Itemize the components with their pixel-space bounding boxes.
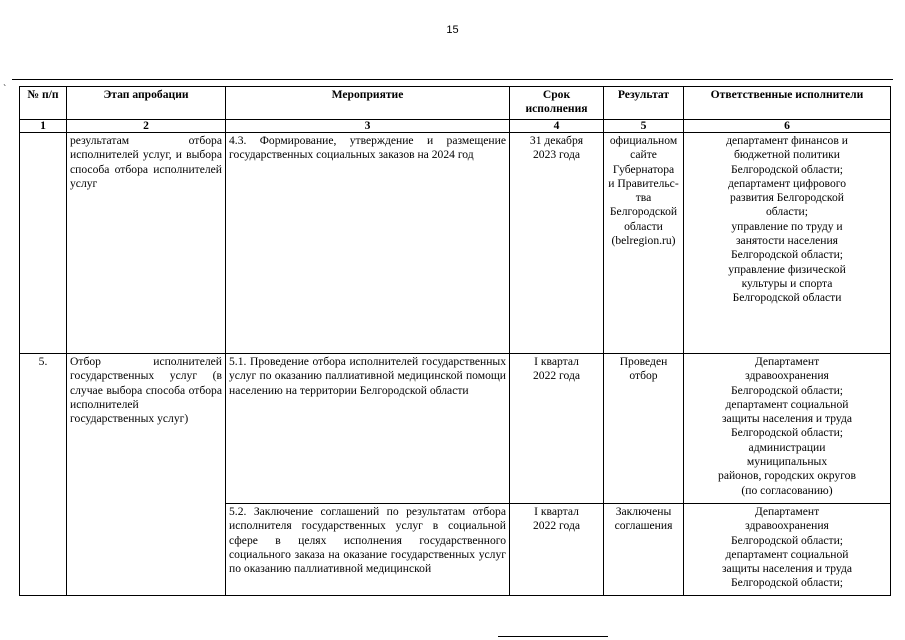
activity-table bbox=[19, 86, 891, 596]
responsible-cell bbox=[684, 504, 891, 596]
stage-cell: результатам отбора исполнителей услуг, и выбора способа отбора исполнителей услуг bbox=[67, 133, 226, 354]
bottom-rule bbox=[498, 636, 608, 637]
column-number: 4 bbox=[510, 120, 604, 133]
result-cell: официальном сайте Губернатора и Правительс- тва Белгородской области (belregion.ru) bbox=[604, 133, 684, 354]
header-result: Результат bbox=[604, 87, 684, 120]
header-number: № п/п bbox=[20, 87, 67, 120]
header-activity: Мероприятие bbox=[226, 87, 510, 120]
top-rule bbox=[12, 79, 893, 80]
column-number: 5 bbox=[604, 120, 684, 133]
row-number bbox=[20, 133, 67, 354]
header-row bbox=[20, 87, 891, 120]
activity-cell bbox=[226, 504, 510, 596]
responsible-text: Департамент здравоохранения Белгородской области; департамент социальной защиты населения и труда Белгородской области; bbox=[721, 505, 853, 590]
column-number: 6 bbox=[684, 120, 891, 133]
table-row bbox=[20, 133, 891, 354]
page-number: 15 bbox=[446, 24, 459, 36]
result-cell: Проведен отбор bbox=[604, 354, 684, 504]
result-cell: Заключены соглашения bbox=[604, 504, 684, 596]
responsible-cell: Департамент здравоохранения Белгородской области; департамент социальной защиты населения и труда Белгородской области; администрации муниципальных районов, городских округов (по согласованию) bbox=[684, 354, 891, 504]
responsible-cell: департамент финансов и бюджетной политики Белгородской области; департамент цифрового развития Белгородской области; управление по труду и занятости населения Белгородской области; управление физической культуры и спорта Белгородской области bbox=[684, 133, 891, 354]
column-number: 1 bbox=[20, 120, 67, 133]
column-number: 3 bbox=[226, 120, 510, 133]
deadline-cell: I квартал 2022 года bbox=[510, 354, 604, 504]
activity-cell: 5.1. Проведение отбора исполнителей государственных услуг по оказанию паллиативной медицинской помощи населению на территории Белгородской области bbox=[226, 354, 510, 504]
activity-text: 5.2. Заключение соглашений по результатам отбора исполнителя государственных услуг в социальной сфере в целях исполнения государственного социального заказа на оказание государственных услуг по оказанию паллиативной медицинской bbox=[229, 505, 506, 576]
margin-mark: ` bbox=[3, 84, 7, 95]
table-row bbox=[20, 354, 891, 504]
deadline-cell: 31 декабря 2023 года bbox=[510, 133, 604, 354]
stage-cell: Отбор исполнителей государственных услуг (в случае выбора способа отбора исполнителей государственных услуг) bbox=[67, 354, 226, 596]
header-deadline: Срок исполнения bbox=[510, 87, 604, 120]
activity-cell: 4.3. Формирование, утверждение и размещение государственных социальных заказов на 2024 год bbox=[226, 133, 510, 354]
column-number-row bbox=[20, 120, 891, 133]
row-number: 5. bbox=[20, 354, 67, 596]
header-stage: Этап апробации bbox=[67, 87, 226, 120]
header-responsible: Ответственные исполнители bbox=[684, 87, 891, 120]
column-number: 2 bbox=[67, 120, 226, 133]
deadline-cell: I квартал 2022 года bbox=[510, 504, 604, 596]
